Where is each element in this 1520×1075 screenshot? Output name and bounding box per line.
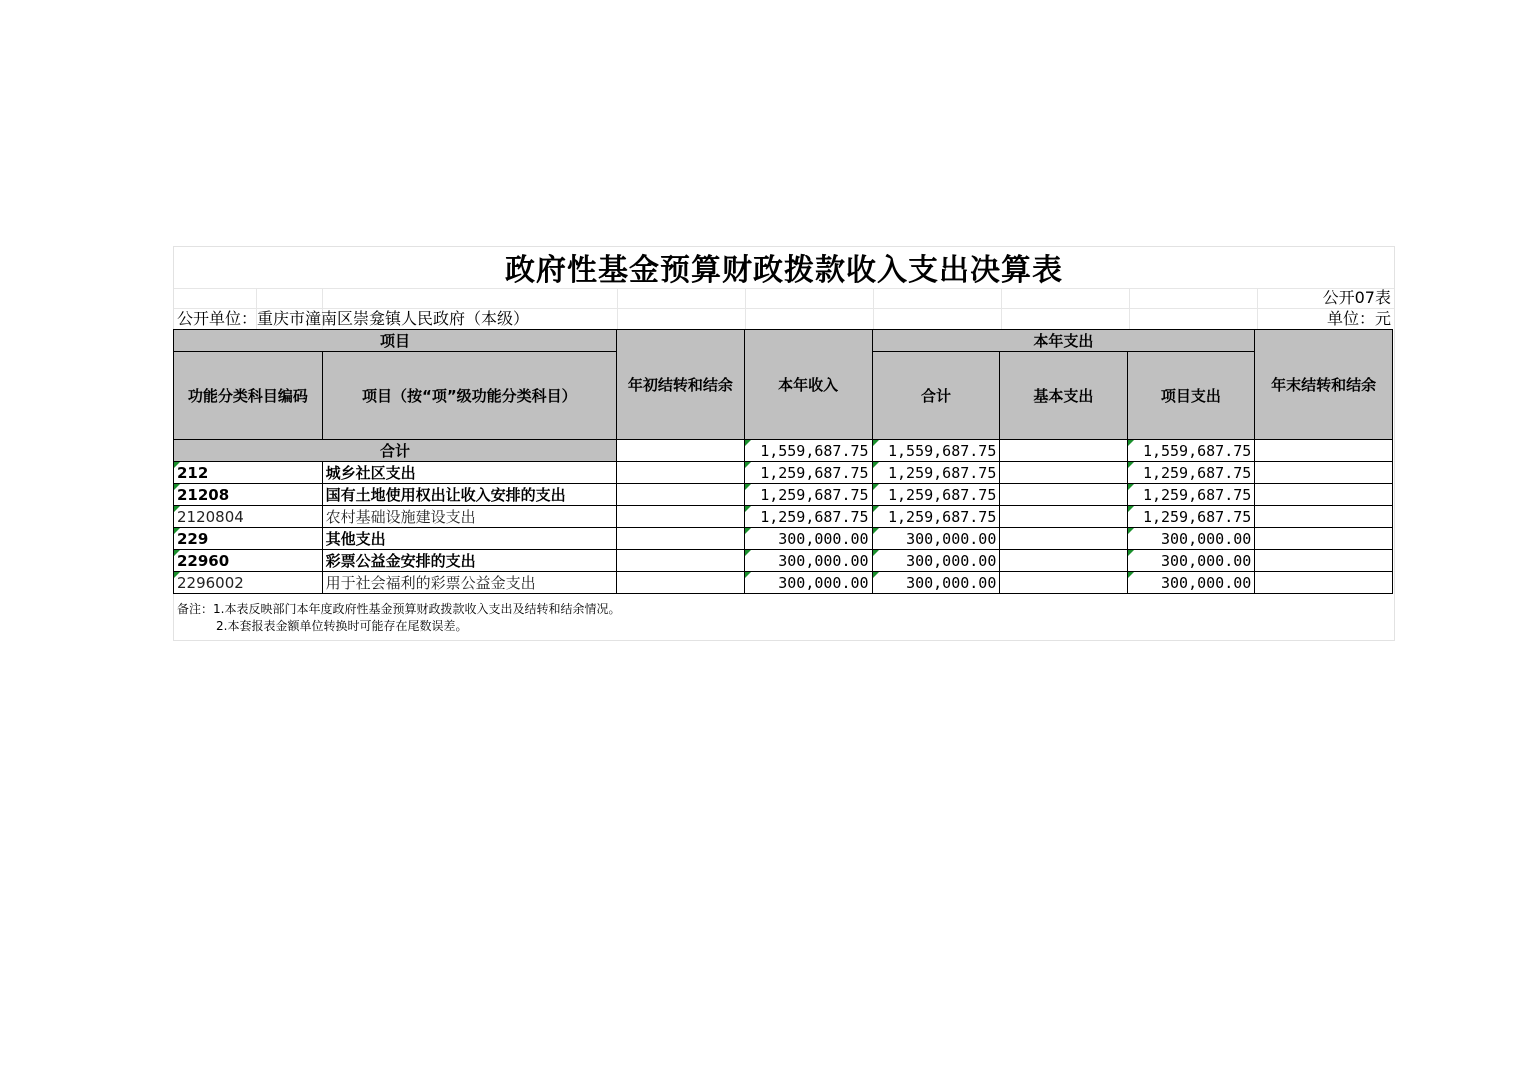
cell-expense-total: 1,259,687.75 bbox=[872, 462, 1000, 484]
cell-expense-basic bbox=[1000, 462, 1127, 484]
cell-begin-balance bbox=[616, 462, 744, 484]
header-income: 本年收入 bbox=[744, 330, 872, 440]
cell-income: 1,259,687.75 bbox=[744, 506, 872, 528]
table-row bbox=[174, 550, 1393, 572]
cell-expense-basic bbox=[1000, 506, 1127, 528]
cell-begin-balance bbox=[616, 572, 744, 594]
cell-expense-project: 300,000.00 bbox=[1127, 528, 1255, 550]
cell-begin-balance bbox=[616, 550, 744, 572]
unit-label: 单位：元 bbox=[1326, 309, 1391, 328]
header-expense-total: 合计 bbox=[872, 352, 1000, 440]
header-item-group: 项目 bbox=[174, 330, 617, 352]
cell-expense-basic bbox=[1000, 440, 1127, 462]
cell-code: 2120804 bbox=[174, 506, 323, 528]
cell-item-name: 城乡社区支出 bbox=[322, 462, 616, 484]
cell-expense-total: 1,559,687.75 bbox=[872, 440, 1000, 462]
cell-income: 1,559,687.75 bbox=[744, 440, 872, 462]
cell-code: 22960 bbox=[174, 550, 323, 572]
cell-end-balance bbox=[1255, 572, 1393, 594]
grid-line bbox=[1001, 288, 1002, 329]
cell-expense-project: 1,259,687.75 bbox=[1127, 462, 1255, 484]
cell-income: 1,259,687.75 bbox=[744, 462, 872, 484]
header-expense-basic: 基本支出 bbox=[1000, 352, 1127, 440]
table-row bbox=[174, 528, 1393, 550]
cell-item-name: 国有土地使用权出让收入安排的支出 bbox=[322, 484, 616, 506]
cell-begin-balance bbox=[616, 440, 744, 462]
cell-code: 212 bbox=[174, 462, 323, 484]
table-row bbox=[174, 572, 1393, 594]
cell-expense-project: 300,000.00 bbox=[1127, 572, 1255, 594]
grid-line bbox=[873, 288, 874, 329]
cell-item-name: 彩票公益金安排的支出 bbox=[322, 550, 616, 572]
cell-expense-total: 300,000.00 bbox=[872, 550, 1000, 572]
header-expense-group: 本年支出 bbox=[872, 330, 1255, 352]
cell-income: 1,259,687.75 bbox=[744, 484, 872, 506]
header-end-balance: 年末结转和结余 bbox=[1255, 330, 1393, 440]
cell-item-name: 其他支出 bbox=[322, 528, 616, 550]
grid-line bbox=[745, 288, 746, 329]
cell-expense-project: 300,000.00 bbox=[1127, 550, 1255, 572]
cell-code: 21208 bbox=[174, 484, 323, 506]
grid-line bbox=[617, 288, 618, 329]
header-begin-balance: 年初结转和结余 bbox=[616, 330, 744, 440]
total-row bbox=[174, 440, 1393, 462]
cell-end-balance bbox=[1255, 462, 1393, 484]
remarks bbox=[177, 601, 620, 635]
cell-income: 300,000.00 bbox=[744, 550, 872, 572]
cell-expense-basic bbox=[1000, 484, 1127, 506]
organization-label: 公开单位：重庆市潼南区崇龛镇人民政府（本级） bbox=[177, 309, 530, 328]
cell-code: 229 bbox=[174, 528, 323, 550]
remark-line-2: 2.本套报表金额单位转换时可能存在尾数误差。 bbox=[216, 619, 468, 633]
cell-expense-project: 1,259,687.75 bbox=[1127, 506, 1255, 528]
cell-begin-balance bbox=[616, 506, 744, 528]
header-item-name: 项目（按“项”级功能分类科目） bbox=[322, 352, 616, 440]
cell-expense-total: 300,000.00 bbox=[872, 572, 1000, 594]
table-row bbox=[174, 462, 1393, 484]
cell-expense-project: 1,259,687.75 bbox=[1127, 484, 1255, 506]
header-code: 功能分类科目编码 bbox=[174, 352, 323, 440]
remark-line-1: 备注：1.本表反映部门本年度政府性基金预算财政拨款收入支出及结转和结余情况。 bbox=[177, 602, 621, 616]
cell-item-name: 用于社会福利的彩票公益金支出 bbox=[322, 572, 616, 594]
cell-expense-basic bbox=[1000, 572, 1127, 594]
cell-item-name: 农村基础设施建设支出 bbox=[322, 506, 616, 528]
cell-end-balance bbox=[1255, 484, 1393, 506]
cell-expense-basic bbox=[1000, 550, 1127, 572]
cell-expense-total: 1,259,687.75 bbox=[872, 506, 1000, 528]
grid-line bbox=[1129, 288, 1130, 329]
budget-table bbox=[173, 329, 1393, 594]
cell-begin-balance bbox=[616, 528, 744, 550]
report-title: 政府性基金预算财政拨款收入支出决算表 bbox=[505, 253, 1063, 288]
cell-expense-project: 1,559,687.75 bbox=[1127, 440, 1255, 462]
table-row bbox=[174, 506, 1393, 528]
cell-code: 2296002 bbox=[174, 572, 323, 594]
cell-begin-balance bbox=[616, 484, 744, 506]
cell-expense-total: 1,259,687.75 bbox=[872, 484, 1000, 506]
cell-end-balance bbox=[1255, 528, 1393, 550]
header-expense-project: 项目支出 bbox=[1127, 352, 1255, 440]
cell-income: 300,000.00 bbox=[744, 572, 872, 594]
cell-end-balance bbox=[1255, 440, 1393, 462]
total-label: 合计 bbox=[174, 440, 617, 462]
cell-end-balance bbox=[1255, 506, 1393, 528]
form-number: 公开07表 bbox=[1322, 288, 1391, 307]
cell-income: 300,000.00 bbox=[744, 528, 872, 550]
grid-line bbox=[1257, 288, 1258, 329]
cell-expense-total: 300,000.00 bbox=[872, 528, 1000, 550]
cell-expense-basic bbox=[1000, 528, 1127, 550]
table-row bbox=[174, 484, 1393, 506]
report-sheet bbox=[173, 246, 1395, 641]
cell-end-balance bbox=[1255, 550, 1393, 572]
